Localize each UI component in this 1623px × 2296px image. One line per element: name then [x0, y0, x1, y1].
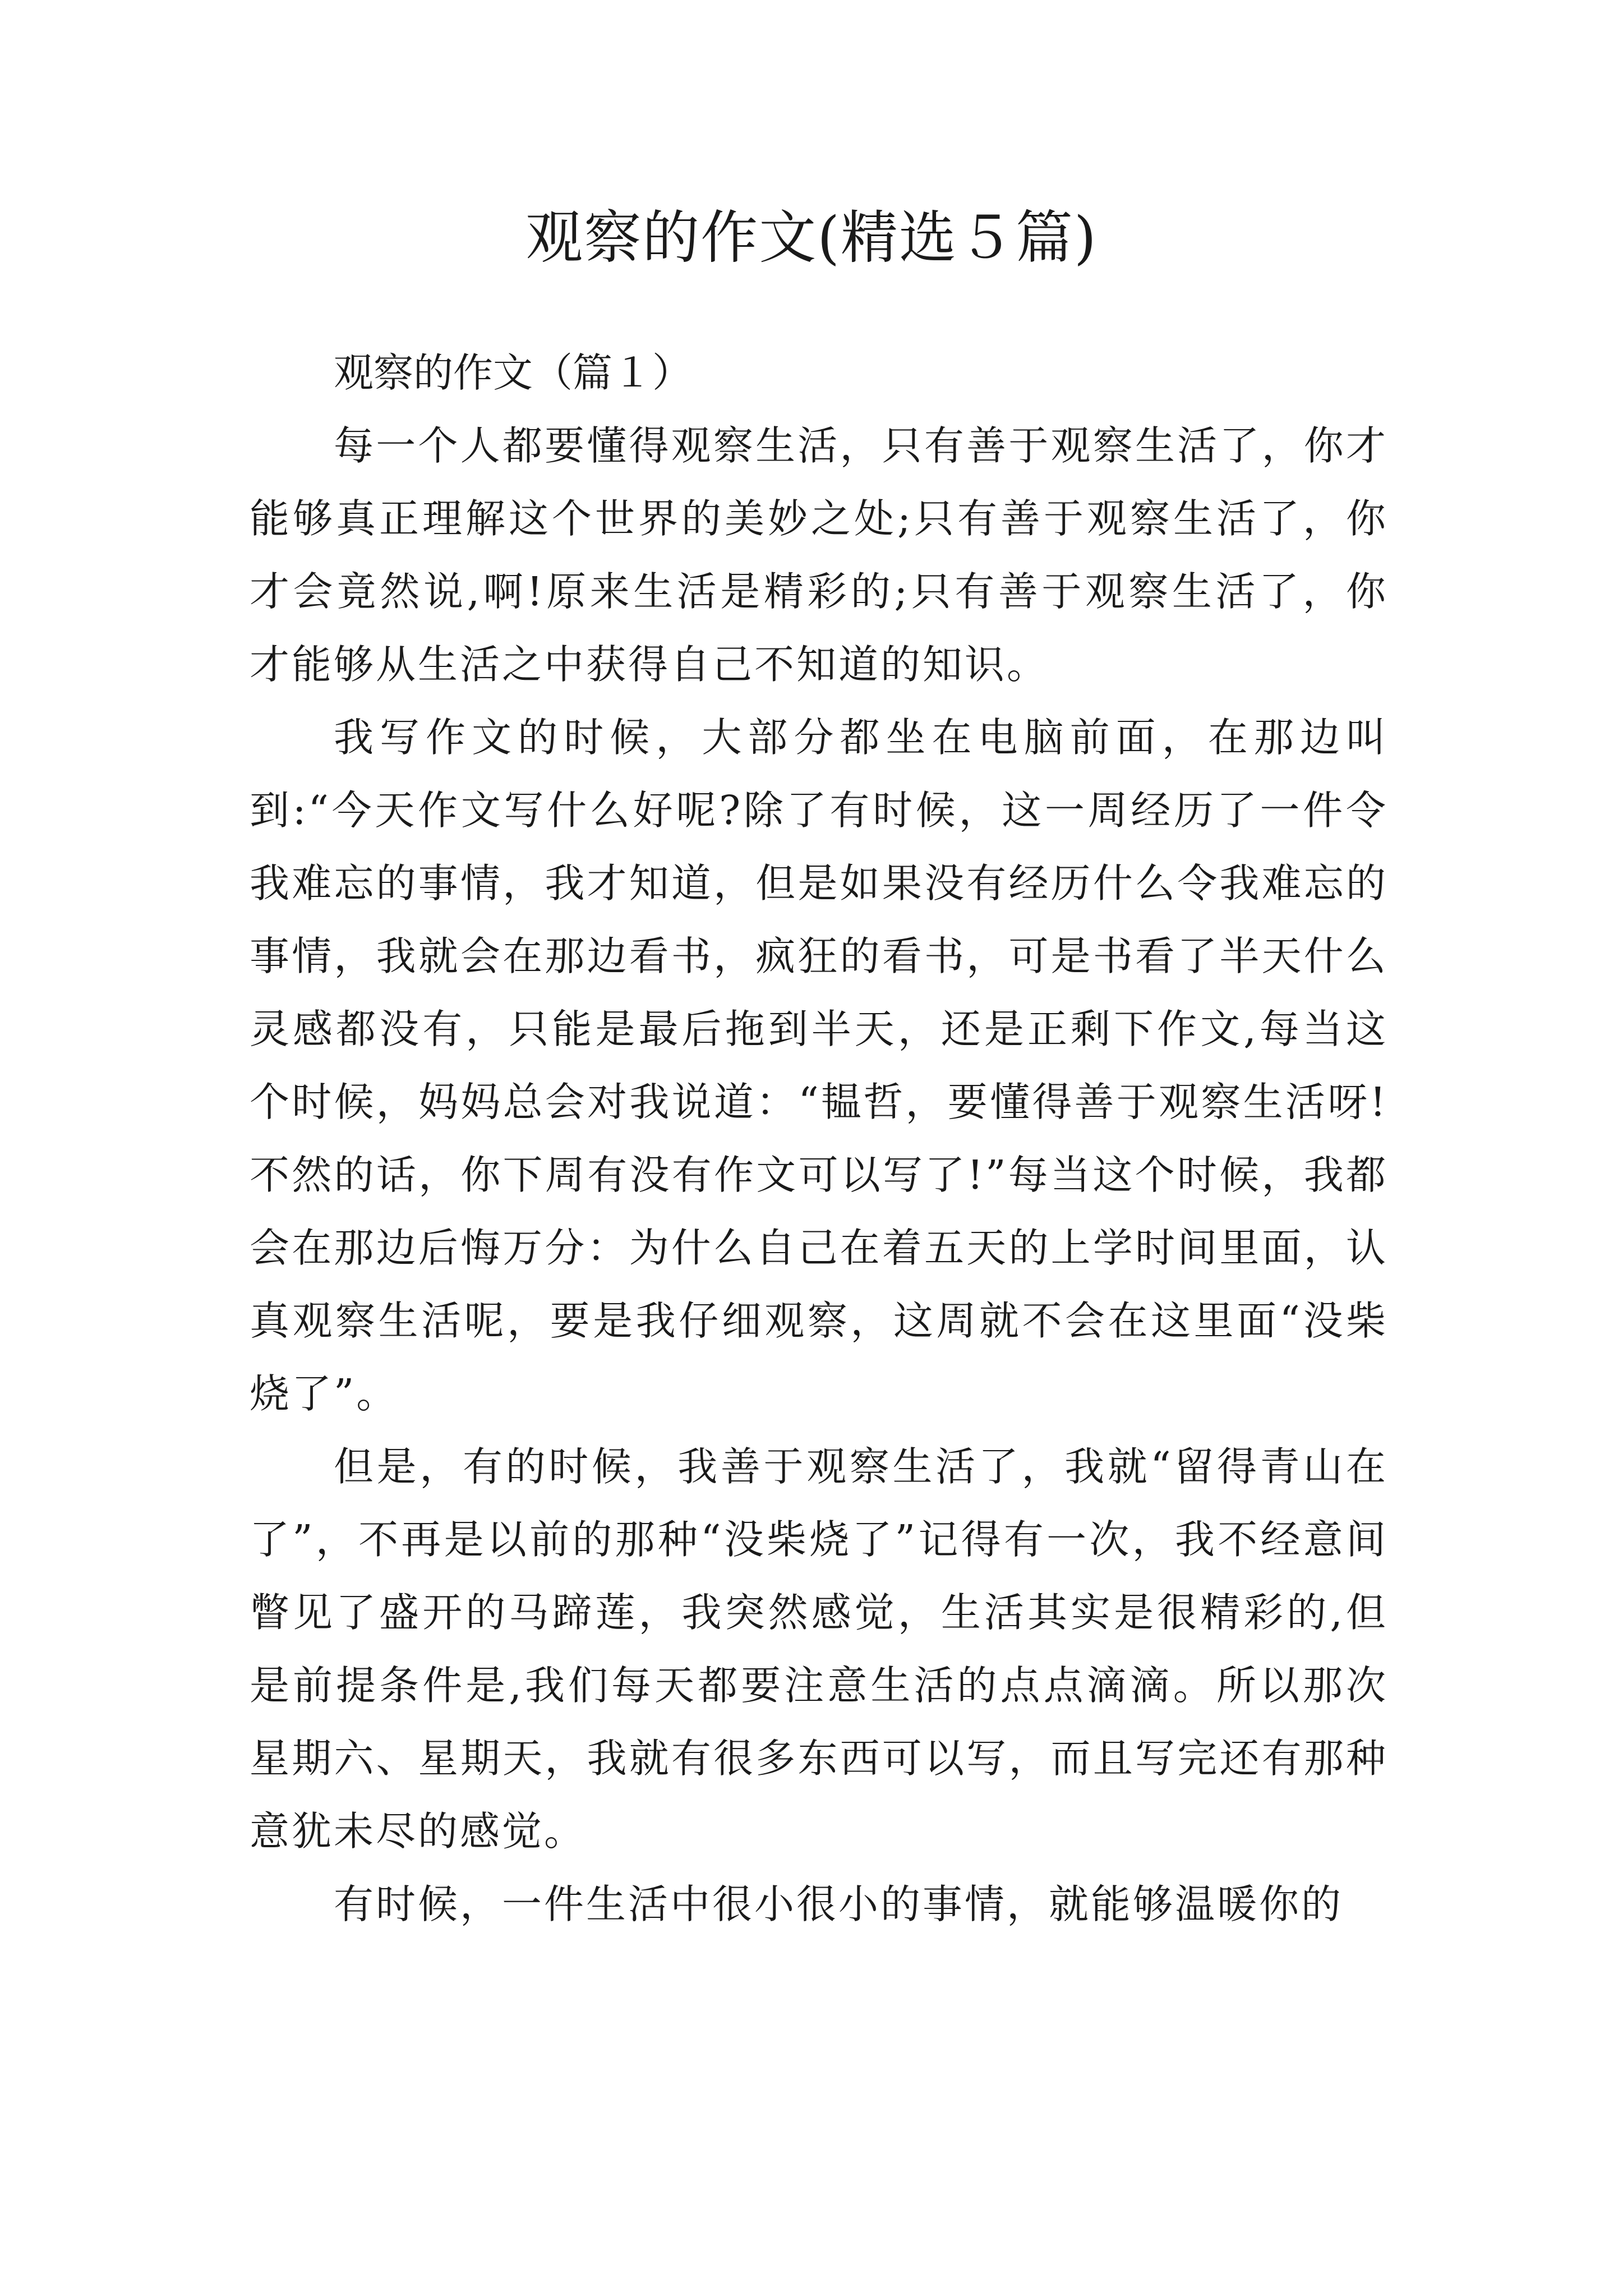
paragraph-2: 我写作文的时候，大部分都坐在电脑前面，在那边叫到:“今天作文写什么好呢?除了有时候，这一周经历了一件令我难忘的事情，我才知道，但是如果没有经历什么令我难忘的事情，我就会在那边看书，疯狂的看书，可是书看了半天什么灵感都没有，只能是最后拖到半天，还是正剩下作文,每当这个时候，妈妈总会对我说道：“韫哲，要懂得善于观察生活呀!不然的话，你下周有没有作文可以写了!”每当这个时候，我都会在那边后悔万分：为什么自己在着五天的上学时间里面，认真观察生活呢，要是我仔细观察，这周就不会在这里面“没柴烧了”。 — [250, 714, 1388, 1417]
section-heading: 观察的作文（篇１） — [334, 349, 693, 396]
paragraph-1: 每一个人都要懂得观察生活，只有善于观察生活了，你才能够真正理解这个世界的美妙之处;只有善于观察生活了，你才会竟然说,啊!原来生活是精彩的;只有善于观察生活了，你才能够从生活之中获得自己不知道的知识。 — [250, 422, 1388, 688]
paragraph-4: 有时候，一件生活中很小很小的事情，就能够温暖你的 — [334, 1881, 1344, 1927]
paragraph-3: 但是，有的时候，我善于观察生活了，我就“留得青山在了”，不再是以前的那种“没柴烧了”记得有一次，我不经意间瞥见了盛开的马蹄莲，我突然感觉，生活其实是很精彩的,但是前提条件是,我们每天都要注意生活的点点滴滴。所以那次星期六、星期天，我就有很多东西可以写，而且写完还有那种意犹未尽的感觉。 — [250, 1443, 1388, 1855]
document-title: 观察的作文(精选５篇) — [525, 205, 1098, 272]
document-body — [250, 337, 1388, 1941]
